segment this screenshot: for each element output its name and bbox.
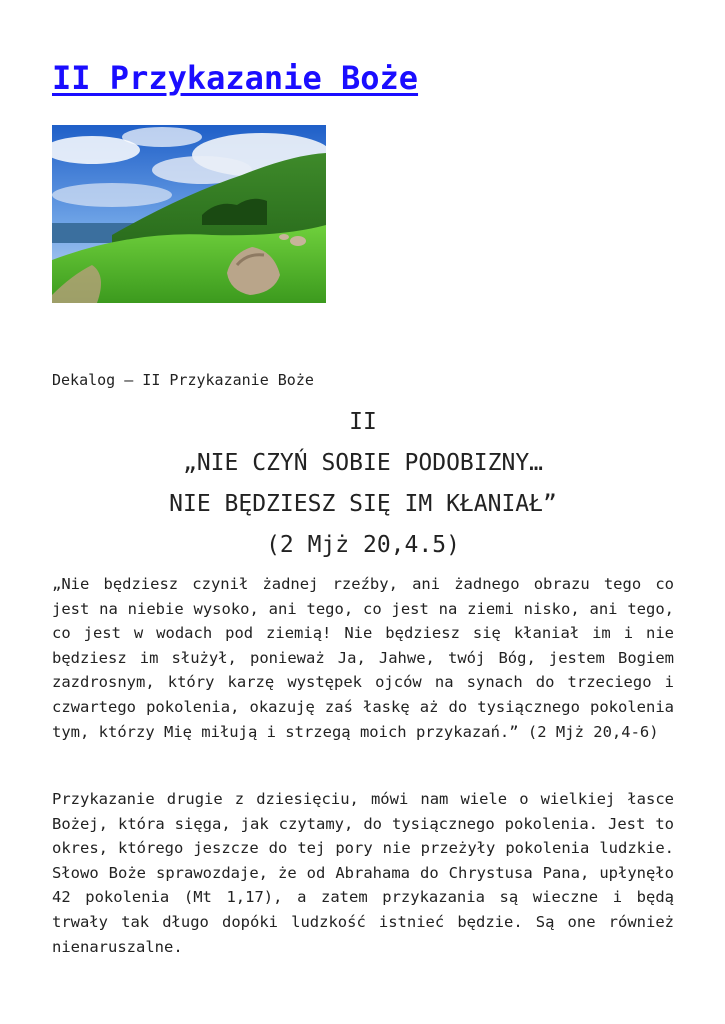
commandment-heading bbox=[52, 402, 674, 566]
landscape-image bbox=[52, 125, 326, 303]
heading-line-quote-2: NIE BĘDZIESZ SIĘ IM KŁANIAŁ” bbox=[169, 491, 557, 517]
article-title-link[interactable]: II Przykazanie Boże bbox=[52, 59, 419, 97]
image-caption: Dekalog – II Przykazanie Boże bbox=[52, 371, 314, 389]
paragraph-commentary: Przykazanie drugie z dziesięciu, mówi nam wiele o wielkiej łasce Bożej, która sięga, jak czytamy, do tysiącznego pokolenia. Jest to okres, którego jeszcze do tej pory nie przeżyły pokolenia ludzkie. Słowo Boże sprawozdaje, że od Abrahama do Chrystusa Pana, upłynęło 42 pokolenia (Mt 1,17), a zatem przykazania są wieczne i będą trwały tak długo dopóki ludzkość istnieć będzie. Są one również nienaruszalne. bbox=[52, 790, 674, 956]
heading-line-number: II bbox=[349, 409, 377, 435]
heading-line-quote-1: „NIE CZYŃ SOBIE PODOBIZNY… bbox=[182, 450, 544, 476]
heading-line-reference: (2 Mjż 20,4.5) bbox=[266, 532, 460, 558]
paragraph-scripture-quote: „Nie będziesz czynił żadnej rzeźby, ani żadnego obrazu tego co jest na niebie wysoko, ani tego, co jest na ziemi nisko, ani tego, co jest w wodach pod ziemią! Nie będziesz się kłaniał im i nie będziesz im służył, ponieważ Ja, Jahwe, twój Bóg, jestem Bogiem zazdrosnym, który karzę występek ojców na synach do trzeciego i czwartego pokolenia, okazuję zaś łaskę aż do tysiącznego pokolenia tym, którzy Mię miłują i strzegą moich przykazań.” (2 Mjż 20,4-6) bbox=[52, 575, 674, 741]
